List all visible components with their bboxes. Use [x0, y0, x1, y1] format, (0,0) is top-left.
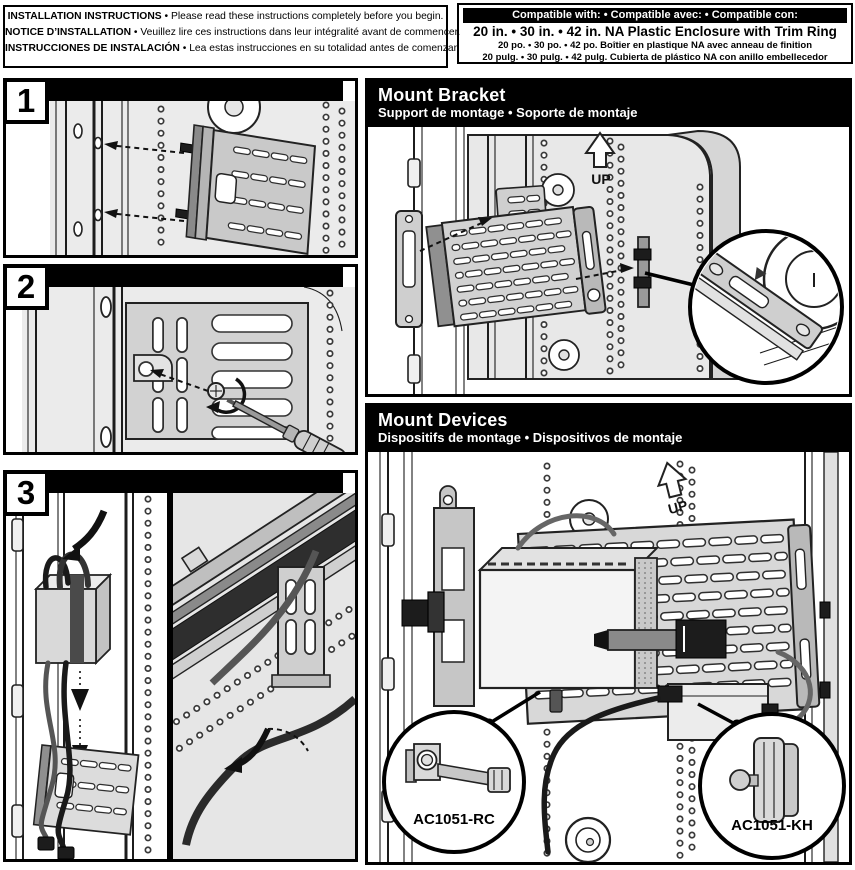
part-label-rc: AC1051-RC — [413, 811, 495, 828]
mount-devices-header — [368, 406, 849, 452]
notice-rest-fr: • Veuillez lire ces instructions dans leur intégralité avant de commencer. — [131, 26, 461, 38]
screw — [208, 383, 224, 399]
step-2-topbar — [44, 267, 343, 287]
step-2-number-badge: 2 — [3, 264, 49, 310]
step-3-number-badge: 3 — [3, 470, 49, 516]
mount-devices-panel — [365, 403, 852, 865]
up-label: UP — [591, 171, 611, 187]
notice-line-es — [5, 41, 460, 57]
mount-bracket-title: Mount Bracket — [378, 85, 506, 105]
compatibility-header: Compatible with: • Compatible avec: • Compatible con: — [463, 8, 847, 23]
step-2-illustration — [6, 287, 355, 452]
left-rail-bracket — [396, 211, 422, 327]
compatibility-line-fr: 20 po. • 30 po. • 42 po. Boîtier en plastique NA avec anneau de finition — [497, 39, 813, 51]
notice-rest-es: • Lea estas instrucciones en su totalidad antes de comenzar. — [179, 42, 460, 54]
notice-lead-en: INSTALLATION INSTRUCTIONS — [7, 11, 162, 22]
mount-devices-illustration — [368, 452, 849, 862]
mount-devices-subtitle: Dispositifs de montage • Dispositivos de montaje — [378, 430, 683, 446]
step-1-panel — [3, 78, 358, 258]
up-label: UP — [666, 496, 690, 518]
mount-bracket-illustration — [368, 127, 849, 394]
notice-lead-es: INSTRUCCIONES DE INSTALACIÓN — [5, 42, 180, 54]
mount-bracket-panel — [365, 78, 852, 397]
step-3-illustration — [6, 493, 355, 859]
step-3-panel — [3, 470, 358, 862]
step-1-number-badge: 1 — [3, 78, 49, 124]
compatibility-line-en: 20 in. • 30 in. • 42 in. NA Plastic Enclosure with Trim Ring — [473, 24, 837, 39]
step-1-topbar — [44, 81, 343, 101]
device-module — [480, 548, 657, 688]
keyhole-tab — [134, 355, 172, 381]
notice-rest-en: • Please read these instructions completely before you begin. — [161, 11, 444, 22]
notice-lead-fr: NOTICE D’INSTALLATION — [5, 26, 132, 38]
compatibility-line-es: 20 pulg. • 30 pulg. • 42 pulg. Cubierta de plástico NA con anillo embellecedor — [482, 51, 828, 63]
installation-notice-box — [3, 5, 461, 68]
mount-bracket-header — [368, 81, 849, 127]
compatibility-box — [457, 3, 853, 64]
step-3-topbar — [44, 473, 343, 493]
slotted-bracket-drawing — [174, 123, 315, 255]
notice-line-en — [5, 9, 446, 25]
notice-line-fr — [5, 25, 461, 41]
mount-devices-title: Mount Devices — [378, 410, 508, 430]
vertical-mount-bracket — [402, 486, 474, 706]
step-1-illustration — [6, 101, 355, 255]
part-label-kh: AC1051-KH — [731, 817, 813, 834]
up-arrow — [654, 460, 689, 500]
mount-bracket-subtitle: Support de montage • Soporte de montaje — [378, 105, 638, 121]
step-2-panel — [3, 264, 358, 455]
